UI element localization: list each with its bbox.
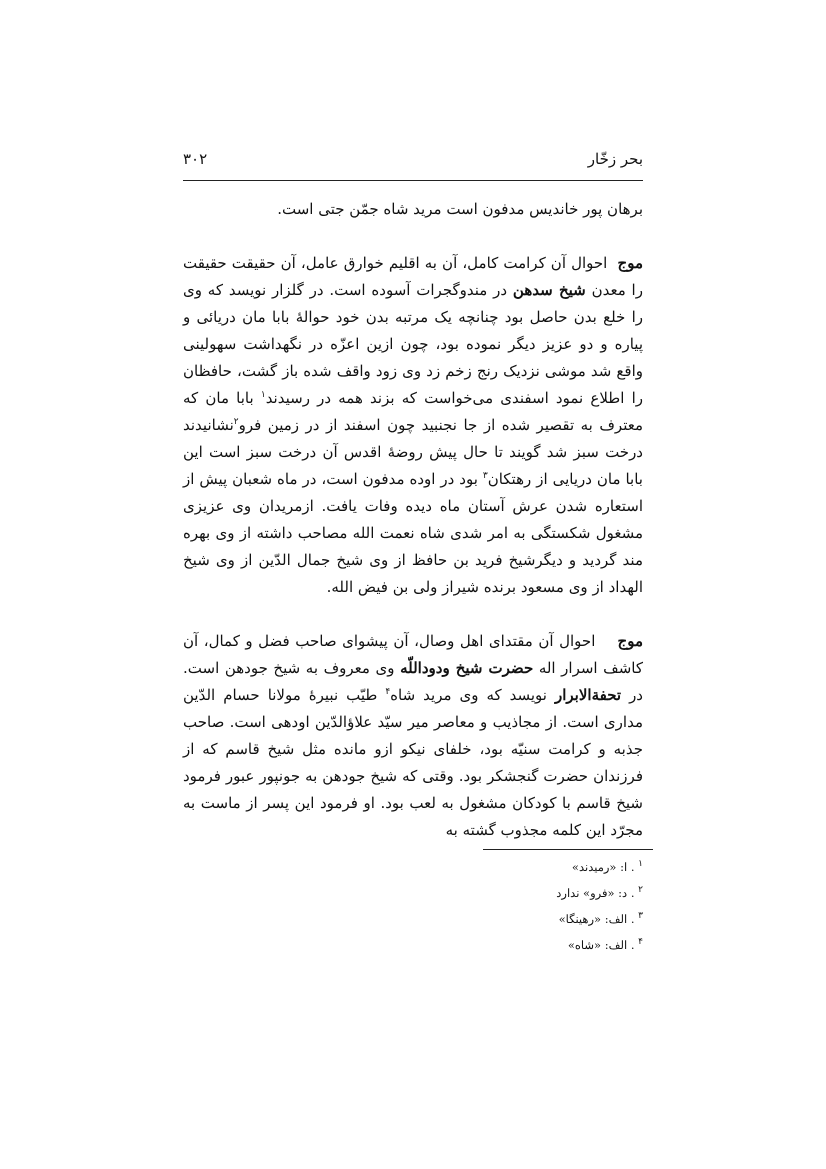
section-heading: موج	[617, 254, 643, 272]
footnote-text: . الف: «شاه»	[567, 938, 635, 952]
book-title: تحفةالابرار	[554, 686, 622, 704]
footnote-number: ۳	[638, 911, 643, 922]
footnote-text: . ا: «رمیدند»	[571, 860, 635, 874]
intro-line: برهان پور خاندیس مدفون است مرید شاه جمّن جتی است.	[277, 200, 643, 218]
intro-paragraph	[183, 196, 643, 223]
body-text	[183, 196, 643, 844]
header-rule	[183, 180, 643, 181]
paragraph-text: بابا مان که معترف به تقصیر شده از جا نجنبید چون اسفند از در زمین فرو	[183, 389, 643, 434]
footnote-text: . الف: «رهینگا»	[558, 912, 635, 926]
paragraph-text: نویسد که وی مرید شاه	[390, 686, 547, 704]
person-name: حضرت شیخ ودوداللّه	[400, 659, 534, 677]
footnotes	[183, 854, 643, 958]
footnote-marker: ۱	[260, 390, 266, 400]
footnote-marker: ۳	[482, 471, 488, 481]
paragraph-sheikh-sadhan	[183, 250, 643, 601]
section-heading: موج	[617, 632, 643, 650]
footnote-marker: ۲	[233, 417, 239, 427]
footnote-rule	[483, 849, 653, 850]
paragraph-text: وی معروف به شیخ جودهن است. در	[183, 659, 643, 704]
page-header	[183, 148, 643, 174]
running-title: بحر زخّار	[587, 150, 643, 168]
footnote	[183, 932, 643, 958]
page-number: ۳۰۲	[183, 150, 208, 168]
paragraph-text: در مندوگجرات آسوده است. در گلزار نویسد که وی را خلع بدن حاصل بود چنانچه یک مرتبه بدن خود حوالهٔ بابا مان دریائی و پیاره و دو عزیز دیگر نموده بود، چون ازین اعزّه در نگهداشت سهولینی واقع شد موشی نزدیک رنج زخم زد وی زود واقف شده باز گشت، حافظان را اطلاع نمود اسفندی می‌خواست که بزند همه در رسیدند	[183, 281, 643, 407]
footnote-number: ۱	[638, 859, 643, 870]
paragraph-text: احوال آن مقتدای اهل وصال، آن پیشوای صاحب فضل و کمال، آن کاشف اسرار اله	[183, 632, 643, 677]
footnote	[183, 906, 643, 932]
paragraph-text: طیّب نبیرهٔ مولانا حسام الدّین مداری است. از مجاذیب و معاصر میر سیّد علاؤالدّین اودهی است. صاحب جذبه و کرامت سنیّه بود، خلفای نیکو ازو مانده مثل شیخ قاسم که از فرزندان حضرت گنجشکر بود. وقتی که شیخ جودهن به جونپور عبور فرمود شیخ قاسم با کودکان مشغول به لعب بود. او فرمود این پسر از ماست به مجرّد این کلمه مجذوب گشته به	[183, 686, 643, 839]
paragraph-text: نشانیدند درخت سبز شد گویند تا حال پیش روضهٔ اقدس آن درخت سبز است این بابا مان دریایی از رهتکان	[183, 416, 643, 488]
footnote	[183, 880, 643, 906]
footnote-number: ۲	[638, 885, 643, 896]
footnote-text: . د: «فرو» ندارد	[556, 886, 635, 900]
paragraph-text: احوال آن کرامت کامل، آن به اقلیم خوارق عامل، آن حقیقت حقیقت را معدن	[183, 254, 643, 299]
person-name: شیخ سدهن	[512, 281, 586, 299]
footnote-number: ۴	[638, 937, 643, 948]
footnote	[183, 854, 643, 880]
paragraph-text: بود در اوده مدفون است، در ماه شعبان پیش از استعاره شدن عرش آستان ماه دیده وفات یافت. ازمریدان وی عزیزی مشغول شکستگی به امر شدی شاه نعمت الله مصاحب داشته از وی بهره مند گردید و دیگرشیخ فرید بن حافظ از وی شیخ جمال الدّین از وی شیخ الهداد از وی مسعود برنده شیراز ولی بن فیض الله.	[183, 470, 643, 596]
footnote-marker: ۴	[385, 687, 391, 697]
paragraph-sheikh-wadudallah	[183, 628, 643, 844]
